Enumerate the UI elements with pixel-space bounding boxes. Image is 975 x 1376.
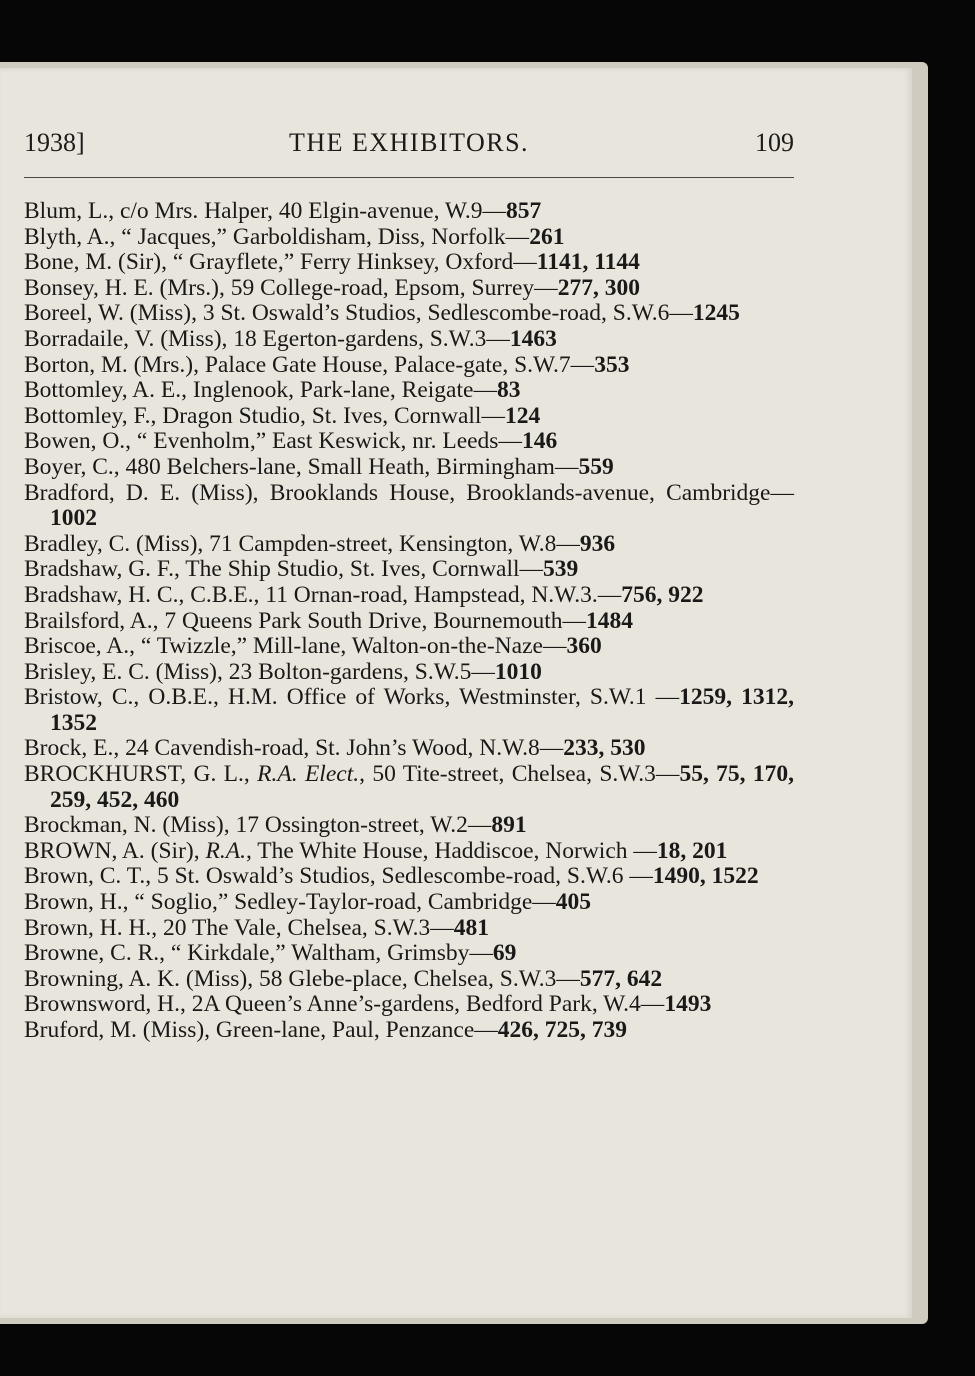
list-item: Brisley, E. C. (Miss), 23 Bolton-gardens, S.W.5—1010 xyxy=(24,658,542,685)
list-item: Bowen, O., “ Evenholm,” East Keswick, nr. Leeds—146 xyxy=(24,428,558,455)
list-item: Blum, L., c/o Mrs. Halper, 40 Elgin-avenue, W.9—857 xyxy=(24,198,542,224)
list-item: Brown, H., “ Soglio,” Sedley-Taylor-road, Cambridge—405 xyxy=(24,889,591,916)
page-title: THE EXHIBITORS. xyxy=(288,128,530,157)
list-item: Bone, M. (Sir), “ Grayflete,” Ferry Hinksey, Oxford—1141, 1144 xyxy=(24,249,640,276)
running-header xyxy=(24,128,794,168)
header-year: 1938] xyxy=(24,128,85,157)
list-item: Bristow, C., O.B.E., H.M. Office of Works, Westminster, S.W.1 —1259, 1312, 1352 xyxy=(24,684,794,736)
list-item: Bradshaw, G. F., The Ship Studio, St. Ives, Cornwall—539 xyxy=(24,556,579,583)
list-item: Brockman, N. (Miss), 17 Ossington-street, W.2—891 xyxy=(24,812,527,839)
list-item: Browning, A. K. (Miss), 58 Glebe-place, Chelsea, S.W.3—577, 642 xyxy=(24,965,663,992)
page-number: 109 xyxy=(755,128,794,157)
list-item: Brock, E., 24 Cavendish-road, St. John’s Wood, N.W.8—233, 530 xyxy=(24,735,646,762)
list-item: Blyth, A., “ Jacques,” Garboldisham, Diss, Norfolk—261 xyxy=(24,223,565,250)
list-item: Bottomley, A. E., Inglenook, Park-lane, Reigate—83 xyxy=(24,377,521,404)
exhibitor-list xyxy=(24,199,794,1044)
list-item: Bottomley, F., Dragon Studio, St. Ives, Cornwall—124 xyxy=(24,402,541,429)
list-item: Briscoe, A., “ Twizzle,” Mill-lane, Walton-on-the-Naze—360 xyxy=(24,633,602,660)
list-item: Brownsword, H., 2A Queen’s Anne’s-gardens, Bedford Park, W.4—1493 xyxy=(24,991,712,1018)
list-item: Bruford, M. (Miss), Green-lane, Paul, Penzance—426, 725, 739 xyxy=(24,1017,628,1043)
list-item: Boreel, W. (Miss), 3 St. Oswald’s Studios, Sedlescombe-road, S.W.6—1245 xyxy=(24,300,740,327)
list-item: Browne, C. R., “ Kirkdale,” Waltham, Grimsby—69 xyxy=(24,940,517,967)
list-item: Brown, C. T., 5 St. Oswald’s Studios, Sedlescombe-road, S.W.6 —1490, 1522 xyxy=(24,863,759,890)
list-item: Bonsey, H. E. (Mrs.), 59 College-road, Epsom, Surrey—277, 300 xyxy=(24,274,640,301)
header-rule xyxy=(24,177,794,178)
list-item: Bradshaw, H. C., C.B.E., 11 Ornan-road, Hampstead, N.W.3.—756, 922 xyxy=(24,581,704,608)
list-item: Bradley, C. (Miss), 71 Campden-street, Kensington, W.8—936 xyxy=(24,530,616,557)
list-item: Borradaile, V. (Miss), 18 Egerton-gardens, S.W.3—1463 xyxy=(24,325,557,352)
list-item: Boyer, C., 480 Belchers-lane, Small Heath, Birmingham—559 xyxy=(24,453,614,480)
list-item: Brown, H. H., 20 The Vale, Chelsea, S.W.3—481 xyxy=(24,914,489,941)
list-item: Bradford, D. E. (Miss), Brooklands House, Brooklands-avenue, Cambridge—1002 xyxy=(24,479,794,532)
list-item: Borton, M. (Mrs.), Palace Gate House, Palace-gate, S.W.7—353 xyxy=(24,351,630,378)
list-item: BROCKHURST, G. L., R.A. Elect., 50 Tite-street, Chelsea, S.W.3—55, 75, 170, 259, 452, 460 xyxy=(24,761,795,813)
list-item: Brailsford, A., 7 Queens Park South Drive, Bournemouth—1484 xyxy=(24,607,633,634)
list-item: BROWN, A. (Sir), R.A., The White House, Haddiscoe, Norwich —18, 201 xyxy=(24,837,728,864)
